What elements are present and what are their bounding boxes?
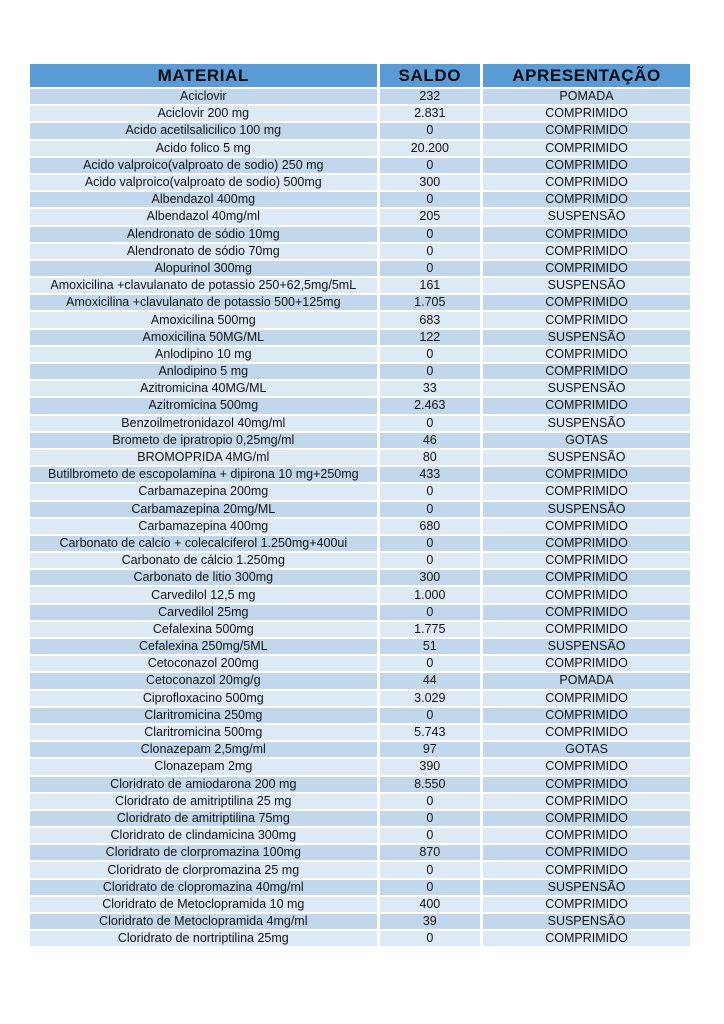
table-row [30,605,690,620]
cell-saldo: 0 [380,192,480,207]
table-row [30,639,690,654]
cell-apresentacao: GOTAS [483,433,690,448]
table-row [30,158,690,173]
cell-saldo: 0 [380,553,480,568]
cell-material: Cloridrato de Metoclopramida 4mg/ml [30,914,377,929]
cell-apresentacao: SUSPENSÃO [483,381,690,396]
cell-saldo: 870 [380,845,480,860]
table-row [30,364,690,379]
cell-material: Amoxicilina 500mg [30,312,377,327]
cell-material: Clonazepam 2,5mg/ml [30,742,377,757]
cell-apresentacao: COMPRIMIDO [483,347,690,362]
cell-material: Cloridrato de clopromazina 40mg/ml [30,880,377,895]
table-row [30,828,690,843]
table-row [30,295,690,310]
column-header-saldo: SALDO [380,64,480,87]
cell-material: Brometo de ipratropio 0,25mg/ml [30,433,377,448]
cell-material: Albendazol 40mg/ml [30,209,377,224]
table-row [30,192,690,207]
cell-material: Clonazepam 2mg [30,759,377,774]
cell-apresentacao: SUSPENSÃO [483,914,690,929]
table-row [30,691,690,706]
cell-material: Cloridrato de amiodarona 200 mg [30,777,377,792]
cell-apresentacao: COMPRIMIDO [483,777,690,792]
cell-apresentacao: COMPRIMIDO [483,725,690,740]
cell-saldo: 0 [380,605,480,620]
cell-apresentacao: COMPRIMIDO [483,519,690,534]
cell-saldo: 0 [380,502,480,517]
cell-saldo: 433 [380,467,480,482]
cell-apresentacao: COMPRIMIDO [483,175,690,190]
table-row [30,467,690,482]
cell-apresentacao: COMPRIMIDO [483,364,690,379]
cell-apresentacao: POMADA [483,673,690,688]
cell-material: Acido valproico(valproato de sodio) 500mg [30,175,377,190]
table-row [30,708,690,723]
table-row [30,656,690,671]
cell-material: Amoxicilina 50MG/ML [30,330,377,345]
table-row [30,862,690,877]
table-row [30,244,690,259]
table-row [30,725,690,740]
table-row [30,880,690,895]
cell-saldo: 0 [380,416,480,431]
cell-apresentacao: SUSPENSÃO [483,639,690,654]
cell-saldo: 161 [380,278,480,293]
cell-apresentacao: COMPRIMIDO [483,605,690,620]
cell-material: Azitromicina 500mg [30,398,377,413]
table-row [30,227,690,242]
cell-saldo: 39 [380,914,480,929]
cell-saldo: 2.831 [380,106,480,121]
table-row [30,811,690,826]
cell-apresentacao: COMPRIMIDO [483,862,690,877]
cell-saldo: 0 [380,261,480,276]
cell-apresentacao: SUSPENSÃO [483,880,690,895]
cell-apresentacao: COMPRIMIDO [483,691,690,706]
cell-material: Cloridrato de clorpromazina 25 mg [30,862,377,877]
table-row [30,914,690,929]
cell-apresentacao: COMPRIMIDO [483,227,690,242]
cell-material: Alopurinol 300mg [30,261,377,276]
cell-saldo: 3.029 [380,691,480,706]
cell-saldo: 0 [380,347,480,362]
table-row [30,536,690,551]
cell-material: Azitromicina 40MG/ML [30,381,377,396]
cell-apresentacao: COMPRIMIDO [483,828,690,843]
cell-material: Anlodipino 5 mg [30,364,377,379]
cell-material: Cetoconazol 200mg [30,656,377,671]
cell-apresentacao: COMPRIMIDO [483,570,690,585]
cell-apresentacao: COMPRIMIDO [483,656,690,671]
cell-saldo: 205 [380,209,480,224]
table-row [30,673,690,688]
table-header-row [30,64,690,87]
cell-apresentacao: COMPRIMIDO [483,759,690,774]
cell-apresentacao: COMPRIMIDO [483,845,690,860]
cell-material: Anlodipino 10 mg [30,347,377,362]
cell-saldo: 0 [380,484,480,499]
cell-saldo: 0 [380,244,480,259]
cell-saldo: 97 [380,742,480,757]
cell-apresentacao: SUSPENSÃO [483,209,690,224]
cell-material: BROMOPRIDA 4MG/ml [30,450,377,465]
cell-saldo: 122 [380,330,480,345]
cell-apresentacao: COMPRIMIDO [483,931,690,946]
cell-saldo: 0 [380,862,480,877]
table-row [30,209,690,224]
cell-material: Cefalexina 500mg [30,622,377,637]
cell-apresentacao: COMPRIMIDO [483,897,690,912]
cell-apresentacao: COMPRIMIDO [483,158,690,173]
cell-material: Acido valproico(valproato de sodio) 250 mg [30,158,377,173]
cell-saldo: 0 [380,828,480,843]
cell-saldo: 46 [380,433,480,448]
cell-saldo: 400 [380,897,480,912]
cell-saldo: 683 [380,312,480,327]
cell-material: Acido acetilsalicilico 100 mg [30,123,377,138]
cell-material: Carbamazepina 20mg/ML [30,502,377,517]
table-row [30,553,690,568]
cell-saldo: 51 [380,639,480,654]
cell-apresentacao: POMADA [483,89,690,104]
cell-saldo: 0 [380,536,480,551]
table-row [30,278,690,293]
cell-saldo: 0 [380,123,480,138]
cell-material: Cefalexina 250mg/5ML [30,639,377,654]
cell-material: Alendronato de sódio 70mg [30,244,377,259]
cell-saldo: 44 [380,673,480,688]
table-row [30,587,690,602]
cell-material: Acido folico 5 mg [30,141,377,156]
cell-saldo: 0 [380,364,480,379]
cell-saldo: 300 [380,570,480,585]
cell-apresentacao: COMPRIMIDO [483,192,690,207]
cell-saldo: 0 [380,811,480,826]
cell-apresentacao: COMPRIMIDO [483,708,690,723]
table-row [30,897,690,912]
table-row [30,622,690,637]
cell-saldo: 1.000 [380,587,480,602]
cell-saldo: 300 [380,175,480,190]
cell-saldo: 0 [380,931,480,946]
cell-material: Cloridrato de amitriptilina 25 mg [30,794,377,809]
cell-apresentacao: COMPRIMIDO [483,244,690,259]
table-row [30,416,690,431]
table-row [30,106,690,121]
cell-apresentacao: COMPRIMIDO [483,484,690,499]
cell-apresentacao: COMPRIMIDO [483,536,690,551]
cell-material: Cloridrato de nortriptilina 25mg [30,931,377,946]
cell-saldo: 2.463 [380,398,480,413]
cell-saldo: 0 [380,227,480,242]
cell-apresentacao: COMPRIMIDO [483,106,690,121]
cell-material: Claritromicina 250mg [30,708,377,723]
cell-saldo: 0 [380,158,480,173]
table-row [30,89,690,104]
cell-saldo: 390 [380,759,480,774]
cell-saldo: 80 [380,450,480,465]
cell-material: Carbonato de calcio + colecalciferol 1.250mg+400ui [30,536,377,551]
table-row [30,175,690,190]
table-row [30,330,690,345]
table-row [30,502,690,517]
cell-apresentacao: COMPRIMIDO [483,587,690,602]
cell-apresentacao: COMPRIMIDO [483,398,690,413]
cell-apresentacao: SUSPENSÃO [483,278,690,293]
cell-saldo: 8.550 [380,777,480,792]
cell-material: Aciclovir 200 mg [30,106,377,121]
cell-saldo: 0 [380,656,480,671]
cell-saldo: 1.775 [380,622,480,637]
table-row [30,261,690,276]
cell-saldo: 0 [380,708,480,723]
cell-apresentacao: COMPRIMIDO [483,811,690,826]
cell-material: Aciclovir [30,89,377,104]
cell-material: Cloridrato de amitriptilina 75mg [30,811,377,826]
table-row [30,845,690,860]
cell-material: Albendazol 400mg [30,192,377,207]
cell-material: Claritromicina 500mg [30,725,377,740]
column-header-apresentacao: APRESENTAÇÃO [483,64,690,87]
table-row [30,759,690,774]
cell-material: Carvedilol 12,5 mg [30,587,377,602]
cell-apresentacao: COMPRIMIDO [483,141,690,156]
cell-apresentacao: COMPRIMIDO [483,261,690,276]
cell-apresentacao: COMPRIMIDO [483,622,690,637]
table-row [30,433,690,448]
cell-saldo: 232 [380,89,480,104]
cell-material: Carbonato de cálcio 1.250mg [30,553,377,568]
cell-apresentacao: COMPRIMIDO [483,123,690,138]
cell-material: Carvedilol 25mg [30,605,377,620]
cell-material: Butilbrometo de escopolamina + dipirona 10 mg+250mg [30,467,377,482]
table-row [30,123,690,138]
cell-material: Cloridrato de clindamicina 300mg [30,828,377,843]
table-row [30,777,690,792]
table-row [30,141,690,156]
cell-apresentacao: SUSPENSÃO [483,450,690,465]
table-row [30,450,690,465]
table-row [30,519,690,534]
cell-saldo: 33 [380,381,480,396]
table-row [30,484,690,499]
cell-material: Benzoilmetronidazol 40mg/ml [30,416,377,431]
table-row [30,398,690,413]
cell-material: Ciprofloxacino 500mg [30,691,377,706]
cell-apresentacao: GOTAS [483,742,690,757]
cell-apresentacao: SUSPENSÃO [483,330,690,345]
cell-saldo: 20.200 [380,141,480,156]
cell-material: Cloridrato de Metoclopramida 10 mg [30,897,377,912]
table-row [30,381,690,396]
cell-material: Carbamazepina 200mg [30,484,377,499]
cell-apresentacao: COMPRIMIDO [483,794,690,809]
cell-material: Amoxicilina +clavulanato de potassio 250+62,5mg/5mL [30,278,377,293]
cell-material: Cloridrato de clorpromazina 100mg [30,845,377,860]
cell-saldo: 0 [380,794,480,809]
table-row [30,742,690,757]
cell-material: Carbonato de litio 300mg [30,570,377,585]
cell-material: Alendronato de sódio 10mg [30,227,377,242]
cell-apresentacao: SUSPENSÃO [483,502,690,517]
table-row [30,347,690,362]
table-body [30,89,690,946]
cell-saldo: 5.743 [380,725,480,740]
table-row [30,570,690,585]
cell-apresentacao: COMPRIMIDO [483,295,690,310]
medication-stock-table [27,62,693,948]
cell-saldo: 1.705 [380,295,480,310]
cell-saldo: 680 [380,519,480,534]
cell-apresentacao: SUSPENSÃO [483,416,690,431]
table-header [30,64,690,87]
column-header-material: MATERIAL [30,64,377,87]
cell-material: Amoxicilina +clavulanato de potassio 500+125mg [30,295,377,310]
cell-apresentacao: COMPRIMIDO [483,312,690,327]
table-row [30,312,690,327]
cell-saldo: 0 [380,880,480,895]
table-row [30,931,690,946]
table-row [30,794,690,809]
cell-material: Cetoconazol 20mg/g [30,673,377,688]
cell-material: Carbamazepina 400mg [30,519,377,534]
cell-apresentacao: COMPRIMIDO [483,553,690,568]
cell-apresentacao: COMPRIMIDO [483,467,690,482]
